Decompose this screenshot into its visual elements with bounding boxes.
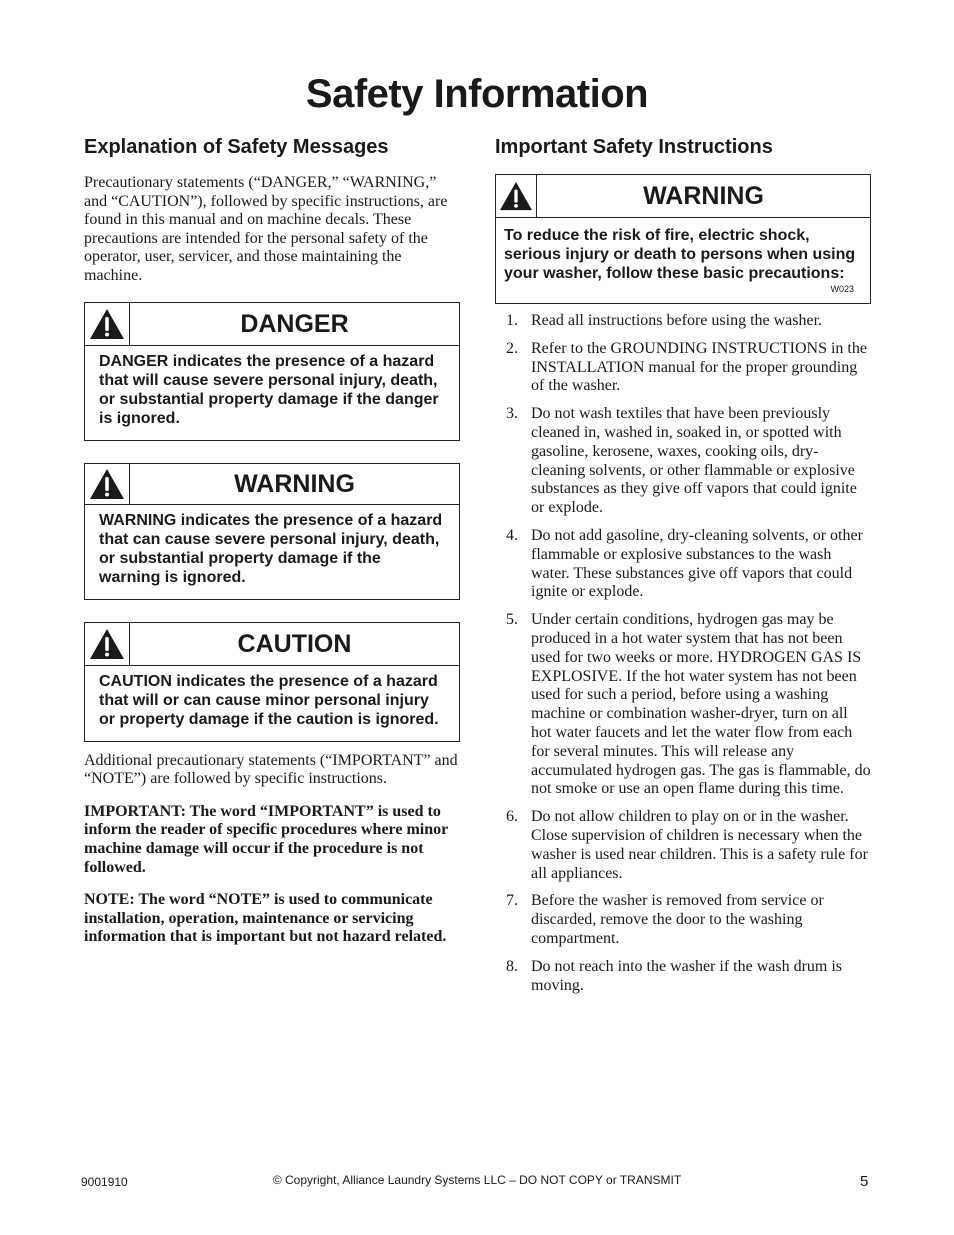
- instruction-item: [495, 312, 871, 331]
- caution-signal-word: CAUTION: [237, 629, 352, 658]
- additional-paragraph: Additional precautionary statements (“IMPORTANT” and “NOTE”) are followed by specific instructions.: [84, 751, 458, 788]
- instructions-heading: Important Safety Instructions: [495, 136, 773, 158]
- danger-box: [84, 302, 460, 441]
- warning-triangle-icon: [85, 464, 130, 504]
- instruction-item: [495, 405, 871, 518]
- warning-box-text: WARNING indicates the presence of a hazard that can cause severe personal injury, death, or substantial property damage if the warning is ignored.: [99, 511, 443, 586]
- important-paragraph: IMPORTANT: The word “IMPORTANT” is used to inform the reader of specific procedures where minor machine damage will occur if the procedure is not followed.: [84, 802, 448, 876]
- instruction-number: 1.: [506, 312, 518, 329]
- instruction-number: 8.: [506, 957, 518, 975]
- instruction-number: 2.: [506, 339, 518, 357]
- warning-triangle-icon: [496, 175, 537, 217]
- instruction-number: 4.: [506, 526, 518, 544]
- caution-box-text: CAUTION indicates the presence of a hazard that will or can cause minor personal injury or property damage if the caution is ignored.: [99, 672, 439, 728]
- instruction-text: Do not allow children to play on or in the washer. Close supervision of children is necessary when the washer is used near children. This is a safety rule for all appliances.: [531, 808, 868, 882]
- instruction-item: [495, 611, 871, 799]
- instruction-text: Do not reach into the washer if the wash drum is moving.: [531, 957, 843, 994]
- instruction-item: [495, 958, 871, 996]
- note-paragraph: NOTE: The word “NOTE” is used to communicate installation, operation, maintenance or servicing information that is important but not hazard related.: [84, 891, 447, 946]
- warning-signal-word: WARNING: [234, 469, 355, 498]
- caution-box: [84, 622, 460, 742]
- danger-signal-word: DANGER: [240, 309, 349, 338]
- instructions-warning-body: [496, 218, 870, 303]
- instruction-number: 6.: [506, 808, 518, 826]
- instruction-text: Refer to the GROUNDING INSTRUCTIONS in the INSTALLATION manual for the proper grounding of the washer.: [531, 339, 867, 395]
- danger-box-text: DANGER indicates the presence of a hazard that will cause severe personal injury, death, or substantial property damage if the danger is ignored.: [99, 352, 439, 427]
- instruction-item: [495, 892, 871, 948]
- left-column: [84, 134, 460, 947]
- instructions-warning-box: [495, 174, 871, 304]
- page-title: Safety Information: [305, 72, 649, 116]
- intro-paragraph: Precautionary statements (“DANGER,” “WARNING,” and “CAUTION”), followed by specific instructions, are found in this manual and on machine decals. These precautions are intended for the personal safety of the operator, user, servicer, and those maintaining the machine.: [84, 174, 448, 284]
- instruction-item: [495, 808, 871, 883]
- danger-box-header: [85, 303, 459, 346]
- warning-box: [84, 463, 460, 600]
- instruction-item: [495, 527, 871, 602]
- right-column: [495, 134, 871, 1004]
- instruction-text: Do not wash textiles that have been previously cleaned in, washed in, soaked in, or spotted with gasoline, kerosene, waxes, cooking oils, dry-cleaning solvents, or other flammable or explosive substances as they give off vapors that could ignite or explode.: [531, 405, 857, 517]
- instruction-text: Before the washer is removed from service or discarded, remove the door to the washing compartment.: [531, 892, 824, 947]
- instruction-text: Read all instructions before using the washer.: [531, 312, 823, 329]
- warning-triangle-icon: [85, 303, 130, 345]
- warning-triangle-icon: [85, 623, 130, 665]
- instruction-item: [495, 340, 871, 396]
- instructions-list: [495, 312, 871, 995]
- instruction-text: Do not add gasoline, dry-cleaning solvents, or other flammable or explosive substances to the wash water. These substances give off vapors that could ignite or explode.: [531, 526, 863, 601]
- instruction-text: Under certain conditions, hydrogen gas may be produced in a hot water system that has not been used for two weeks or more. HYDROGEN GAS IS EXPLOSIVE. If the hot water system has not been used for such a period, before using a washing machine or combination washer-dryer, turn on all hot water faucets and let the water flow from each for several minutes. This will release any accumulated hydrogen gas. The gas is flammable, do not smoke or use an open flame during this time.: [531, 611, 871, 798]
- page-number: 5: [860, 1173, 869, 1190]
- instruction-number: 7.: [506, 892, 518, 910]
- warning-box-header: [85, 464, 459, 505]
- instructions-warning-signal-word: WARNING: [643, 182, 764, 210]
- instruction-number: 3.: [506, 405, 518, 423]
- warning-code: W023: [830, 284, 854, 294]
- instructions-warning-text: To reduce the risk of fire, electric shock, serious injury or death to persons when using your washer, follow these basic precautions:: [504, 227, 856, 282]
- doc-number: 9001910: [81, 1175, 128, 1189]
- instructions-warning-header: [496, 175, 870, 218]
- explanation-heading: Explanation of Safety Messages: [84, 136, 389, 158]
- caution-box-header: [85, 623, 459, 666]
- copyright-notice: © Copyright, Alliance Laundry Systems LLC – DO NOT COPY or TRANSMIT: [272, 1173, 682, 1187]
- instruction-number: 5.: [506, 611, 518, 629]
